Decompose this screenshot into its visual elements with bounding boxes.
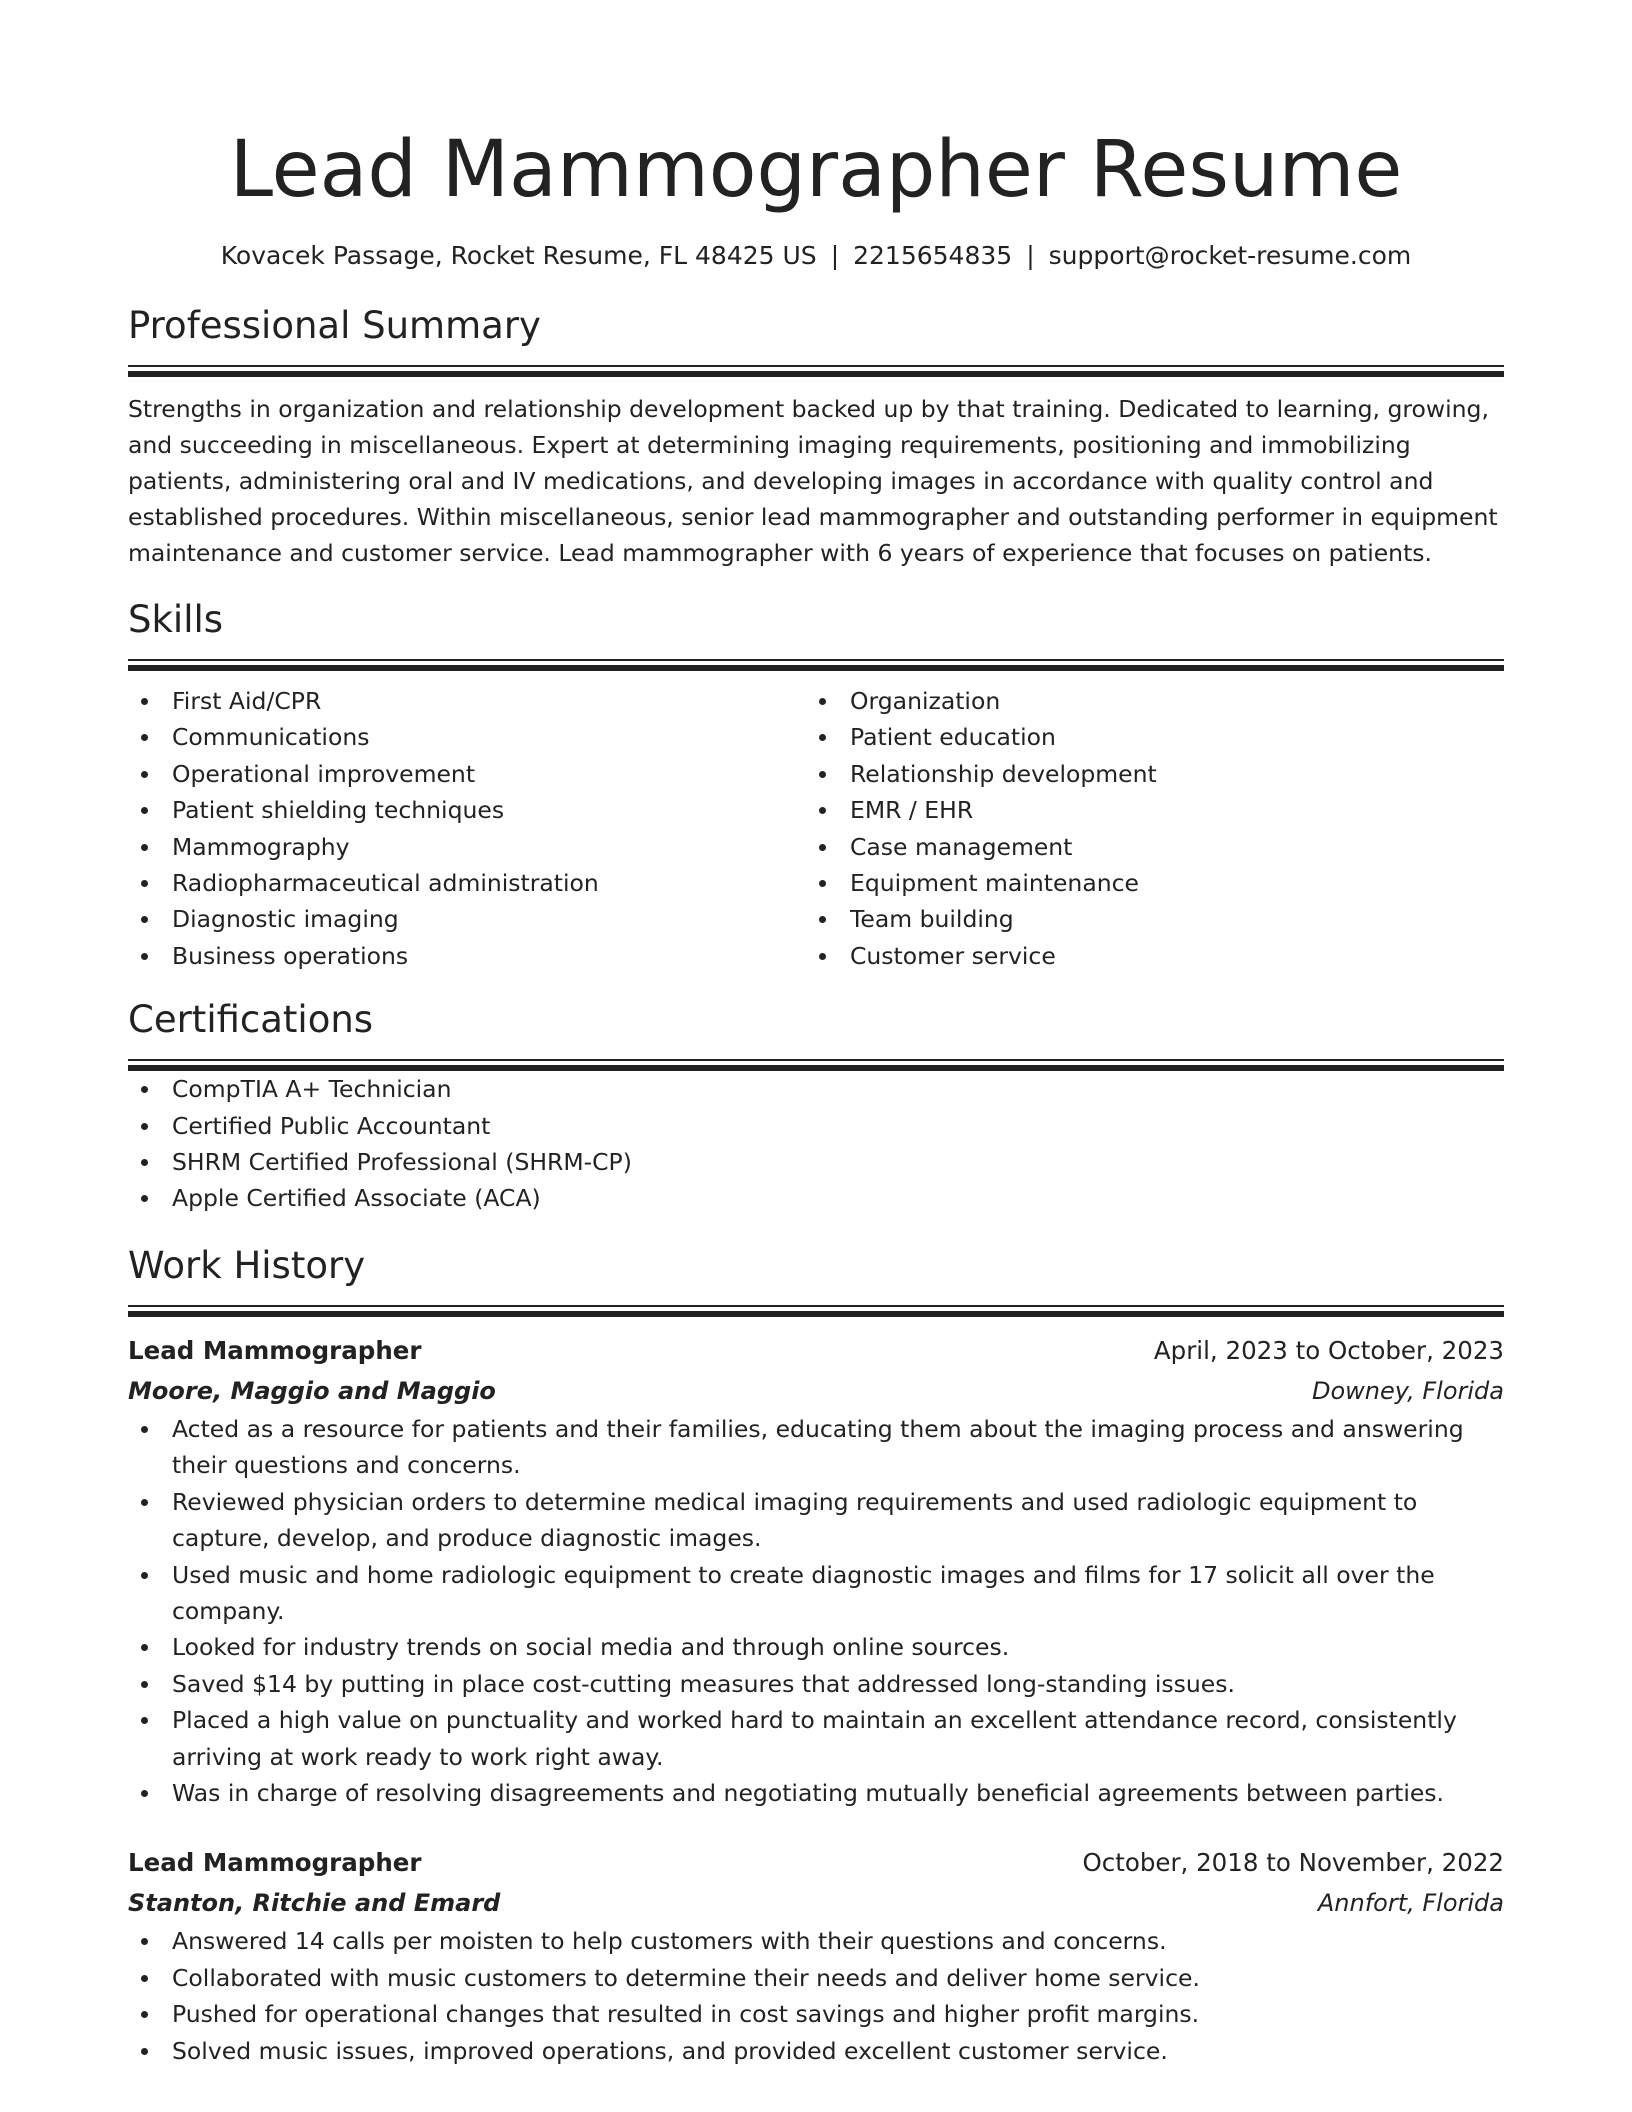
summary-section [128, 303, 1504, 571]
job-entry [128, 1843, 1504, 2069]
work-history-section [128, 1243, 1504, 2069]
skills-list-left [128, 683, 806, 974]
list-item: Collaborated with music customers to determine their needs and deliver home service. [128, 1960, 1504, 1996]
contact-separator: | [1026, 241, 1035, 270]
list-item: Used music and home radiologic equipment to create diagnostic images and films for 17 solicit all over the company. [128, 1557, 1504, 1630]
list-item: Looked for industry trends on social media and through online sources. [128, 1629, 1504, 1665]
job-bullets [128, 1411, 1504, 1811]
contact-address: Kovacek Passage, Rocket Resume, FL 48425 US [220, 241, 817, 270]
resume-page [128, 0, 1504, 2069]
list-item: Answered 14 calls per moisten to help customers with their questions and concerns. [128, 1923, 1504, 1959]
list-item: Certified Public Accountant [128, 1108, 1504, 1144]
list-item: Communications [128, 719, 806, 755]
list-item: Patient education [806, 719, 1484, 755]
contact-phone: 2215654835 [853, 241, 1013, 270]
summary-text: Strengths in organization and relationship development backed up by that training. Dedicated to learning, growing, and succeeding in miscellaneous. Expert at determining imaging requirements, positioning and immobilizing patients, administering oral and IV medications, and developing images in accordance with quality control and established procedures. Within miscellaneous, senior lead mammographer and outstanding performer in equipment maintenance and customer service. Lead mammographer with 6 years of experience that focuses on patients. [128, 395, 1498, 567]
contact-email: support@rocket-resume.com [1048, 241, 1412, 270]
list-item: EMR / EHR [806, 792, 1484, 828]
contact-separator: | [830, 241, 840, 270]
list-item: Pushed for operational changes that resulted in cost savings and higher profit margins. [128, 1996, 1504, 2032]
job-company: Moore, Maggio and Maggio [128, 1376, 496, 1405]
skills-list-right [806, 683, 1484, 974]
section-divider [128, 365, 1504, 367]
job-company: Stanton, Ritchie and Emard [128, 1889, 501, 1918]
resume-title: Lead Mammographer Resume [229, 125, 1403, 215]
list-item: First Aid/CPR [128, 683, 806, 719]
list-item: Relationship development [806, 756, 1484, 792]
job-dates: October, 2018 to November, 2022 [1082, 1848, 1504, 1878]
list-item: CompTIA A+ Technician [128, 1071, 1504, 1107]
job-entry [128, 1331, 1504, 1811]
section-divider [128, 665, 1504, 671]
list-item: Mammography [128, 829, 806, 865]
list-item: Saved $14 by putting in place cost-cutting measures that addressed long-standing issues. [128, 1666, 1504, 1702]
job-dates: April, 2023 to October, 2023 [1153, 1335, 1504, 1365]
list-item: Acted as a resource for patients and their families, educating them about the imaging process and answering their questions and concerns. [128, 1411, 1504, 1484]
job-location: Annfort, Florida [1317, 1889, 1504, 1918]
list-item: Business operations [128, 938, 806, 974]
certifications-list [128, 1071, 1504, 1217]
list-item: Case management [806, 829, 1484, 865]
section-heading: Certifications [128, 998, 374, 1042]
list-item: Team building [806, 901, 1484, 937]
job-location: Downey, Florida [1312, 1376, 1504, 1405]
section-divider [128, 371, 1504, 377]
list-item: Solved music issues, improved operations, and provided excellent customer service. [128, 2033, 1504, 2069]
section-divider [128, 1311, 1504, 1317]
list-item: Organization [806, 683, 1484, 719]
list-item: Reviewed physician orders to determine medical imaging requirements and used radiologic equipment to capture, develop, and produce diagnostic images. [128, 1484, 1504, 1557]
section-heading: Professional Summary [128, 304, 541, 347]
list-item: Operational improvement [128, 756, 806, 792]
skills-section [128, 597, 1504, 974]
list-item: SHRM Certified Professional (SHRM-CP) [128, 1144, 1504, 1180]
contact-line [128, 240, 1504, 272]
job-title: Lead Mammographer [128, 1335, 422, 1365]
list-item: Customer service [806, 938, 1484, 974]
skills-columns [128, 683, 1504, 974]
list-item: Radiopharmaceutical administration [128, 865, 806, 901]
list-item: Placed a high value on punctuality and worked hard to maintain an excellent attendance record, consistently arriving at work ready to work right away. [128, 1702, 1504, 1775]
section-divider [128, 1059, 1504, 1061]
section-heading: Skills [128, 598, 224, 641]
job-title: Lead Mammographer [128, 1848, 422, 1878]
list-item: Equipment maintenance [806, 865, 1484, 901]
list-item: Apple Certified Associate (ACA) [128, 1180, 1504, 1216]
job-bullets [128, 1923, 1504, 2069]
list-item: Was in charge of resolving disagreements and negotiating mutually beneficial agreements between parties. [128, 1775, 1504, 1811]
certifications-section [128, 997, 1504, 1217]
section-heading: Work History [128, 1243, 366, 1287]
section-divider [128, 1305, 1504, 1307]
list-item: Diagnostic imaging [128, 901, 806, 937]
list-item: Patient shielding techniques [128, 792, 806, 828]
section-divider [128, 659, 1504, 661]
